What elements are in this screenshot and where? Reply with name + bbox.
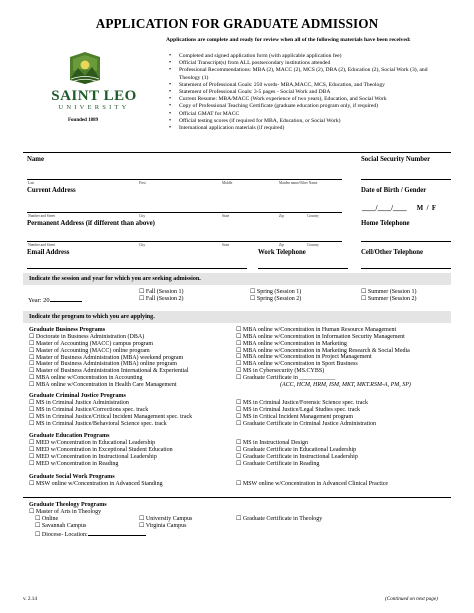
addr-sub-state: State (222, 214, 230, 218)
theology-section-title: Graduate Theology Programs (29, 502, 107, 508)
section-divider (23, 497, 451, 498)
section-divider (23, 152, 451, 153)
addr-sub-street: Number and Street (28, 243, 56, 247)
requirements-list (166, 53, 446, 132)
program-option[interactable]: ☐ MBA online w/Concentration in Information Security Management (236, 333, 405, 340)
education-section-title: Graduate Education Programs (29, 433, 110, 439)
business-left-options (29, 334, 189, 389)
business-section-title: Graduate Business Programs (29, 327, 106, 333)
home-phone-field[interactable] (361, 241, 451, 242)
education-right-options (236, 440, 358, 467)
program-option[interactable]: ☐ Master of Business Administration (MBA) online program (29, 361, 177, 368)
program-option[interactable]: ☐ MS in Criminal Justice/Legal Studies spec. track (236, 406, 361, 413)
requirement-item: • Professional Recommendations: MBA (2), MACC (2), MCS (2), DBA (2), Education (2), Social Work (3), and Theology (1) (166, 67, 446, 81)
program-option[interactable]: ☐ MS in Criminal Justice Administration (29, 400, 129, 406)
logo-subtitle: UNIVERSITY (58, 104, 130, 111)
program-option[interactable]: ☐ Graduate Certificate in Reading (236, 460, 320, 467)
work-phone-label: Work Telephone (258, 249, 306, 256)
criminal-justice-section-title: Graduate Criminal Justice Programs (29, 393, 126, 399)
addr-sub-city: City (139, 214, 146, 218)
permanent-address-field[interactable] (27, 241, 342, 242)
requirement-item: • Completed and signed application form (with applicable application fee) (166, 53, 446, 60)
fall-session-1-checkbox[interactable]: ☐ Fall (Session 1) (139, 289, 184, 295)
program-option[interactable]: ☐ MED w/Concentration in Instructional Leadership (29, 453, 157, 460)
addr-sub-street: Number and Street (28, 214, 56, 218)
addr-sub-country: Country (307, 243, 319, 247)
requirement-item: • Official GMAT for MACC (166, 111, 446, 118)
year-field[interactable] (28, 295, 82, 304)
email-label: Email Address (27, 249, 70, 256)
current-address-field[interactable] (27, 212, 342, 213)
requirement-item: • Current Resume: MBA/MACC (Work experience of two years), Education, and Social Work (166, 96, 446, 103)
ssn-field[interactable] (361, 179, 451, 180)
work-phone-field[interactable] (258, 268, 348, 269)
program-option[interactable]: ☐ MBA online w/Concentration in Accounting (29, 375, 143, 382)
program-option[interactable]: ☐ MS in Criminal Justice/Critical Incident Management spec. track (29, 413, 193, 420)
cell-phone-field[interactable] (361, 268, 451, 269)
theology-diocese-field[interactable] (35, 530, 146, 539)
session-instruction: Indicate the session and year for which you are seeking admission. (29, 276, 201, 282)
spring-session-2-checkbox[interactable]: ☐ Spring (Session 2) (250, 296, 302, 302)
addr-sub-zip: Zip (279, 214, 284, 218)
certificate-codes-note: (ACC, HCM, HRM, ISM, MKT, MKT.RSM-A, PM, SP) (280, 381, 411, 388)
cell-phone-label: Cell/Other Telephone (361, 249, 423, 256)
program-option[interactable]: ☐ Master of Business Administration International & Experiential (29, 368, 189, 375)
name-sub-last: Last (28, 181, 35, 185)
name-sub-first: First (139, 181, 146, 185)
theology-certificate-checkbox[interactable]: ☐ Graduate Certificate in Theology (236, 516, 323, 522)
program-option[interactable]: ☐ Graduate Certificate in Instructional Leadership (236, 453, 358, 460)
program-option[interactable]: ☐ MED w/Concentration in Exceptional Student Education (29, 446, 173, 453)
ssn-label: Social Security Number (361, 156, 431, 163)
program-option[interactable]: ☐ MS in Criminal Justice/Forensic Science spec. track (236, 400, 369, 406)
current-address-label: Current Address (27, 187, 76, 194)
theology-savannah-checkbox[interactable]: ☐ Savannah Campus (35, 523, 87, 529)
summer-session-2-checkbox[interactable]: ☐ Summer (Session 2) (361, 296, 417, 302)
program-option[interactable]: ☐ MED w/Concentration in Reading (29, 460, 119, 467)
requirements-intro: Applications are complete and ready for review when all of the following materials have been received: (166, 37, 411, 43)
education-left-options (29, 440, 173, 467)
program-option[interactable]: ☐ MS in Cybersecurity (MS.CYBS) (236, 368, 325, 375)
program-option[interactable]: ☐ Master of Accounting (MACC) online program (29, 347, 150, 354)
theology-university-checkbox[interactable]: ☐ University Campus (139, 516, 193, 522)
business-right-options (236, 327, 411, 389)
fall-session-2-checkbox[interactable]: ☐ Fall (Session 2) (139, 296, 184, 302)
dob-gender-field[interactable]: ____/____/____ M / F (362, 205, 437, 212)
program-option[interactable]: ☐ MBA online w/Concentration in Human Resource Management (236, 327, 397, 333)
program-option[interactable]: ☐ MBA online w/Concentration in Project Management (236, 354, 372, 361)
logo-wordmark: SAINT LEO (51, 88, 137, 104)
name-sub-maiden: Maiden name/Other Name (279, 181, 318, 185)
program-option[interactable]: ☐ Doctorate in Business Administration (DBA) (29, 334, 145, 340)
program-option[interactable]: ☐ MSW online w/Concentration in Advanced Clinical Practice (236, 481, 389, 487)
requirement-item: • Official testing scores (if required for MBA, Education, or Social Work) (166, 118, 446, 125)
theology-master-checkbox[interactable]: ☐ Master of Arts in Theology (29, 509, 102, 515)
program-option[interactable]: ☐ Master of Accounting (MACC) campus program (29, 340, 154, 347)
program-option[interactable]: ☐ MBA online w/Concentration in Sport Business (236, 361, 358, 368)
program-option[interactable]: ☐ MED w/Concentration in Educational Leadership (29, 440, 156, 446)
requirement-item: • Copy of Professional Teaching Certificate (graduate education program only, if required) (166, 103, 446, 110)
continued-note: (Continued on next page) (385, 596, 438, 602)
addr-sub-zip: Zip (279, 243, 284, 247)
social-work-section-title: Graduate Social Work Programs (29, 474, 115, 480)
addr-sub-country: Country (307, 214, 319, 218)
requirement-item: • International application materials (if required) (166, 125, 446, 132)
summer-session-1-checkbox[interactable]: ☐ Summer (Session 1) (361, 289, 417, 295)
requirement-item: • Statement of Professional Goals: 3-5 pages - Social Work and DBA (166, 89, 446, 96)
program-option[interactable]: ☐ MS in Criminal Justice/Behavioral Science spec. track (29, 420, 167, 427)
program-option[interactable]: ☐ Graduate Certificate in Criminal Justice Administration (236, 420, 377, 427)
addr-sub-city: City (139, 243, 146, 247)
program-option[interactable]: ☐ MS in Instructional Design (236, 440, 309, 446)
dob-gender-label: Date of Birth / Gender (361, 187, 427, 194)
page-title: APPLICATION FOR GRADUATE ADMISSION (95, 16, 379, 31)
program-option[interactable]: ☐ MBA online w/Concentration in Marketing Research & Social Media (236, 347, 410, 354)
name-label: Name (27, 156, 44, 163)
email-field[interactable] (27, 268, 247, 269)
requirement-item: • Statement of Professional Goals: 250 words- MBA,MACC, MCS, Education, and Theology (166, 82, 446, 89)
program-option[interactable]: ☐ MBA online w/Concentration in Health Care Management (29, 381, 177, 388)
program-option[interactable]: ☐ Graduate Certificate in ____________ (236, 374, 336, 381)
founded-year: Founded 1889 (68, 118, 99, 123)
name-sub-middle: Middle (222, 181, 233, 185)
program-instruction: Indicate the program to which you are applying. (29, 314, 155, 320)
permanent-address-label: Permanent Address (if different than above) (27, 220, 155, 227)
addr-sub-state: State (222, 243, 230, 247)
name-field[interactable] (27, 179, 342, 180)
program-option[interactable]: ☐ MS in Criminal Justice/Corrections spec. track (29, 406, 149, 413)
year-label: Year: 20 (28, 297, 50, 304)
theology-online-checkbox[interactable]: ☐ Online (35, 516, 59, 522)
criminal-right-options (236, 400, 376, 427)
program-option[interactable]: ☐ Graduate Certificate in Educational Leadership (236, 446, 357, 453)
program-option[interactable]: ☐ MS in Critical Incident Management program (236, 413, 354, 420)
theology-virginia-checkbox[interactable]: ☐ Virginia Campus (139, 523, 187, 529)
home-phone-label: Home Telephone (361, 220, 410, 227)
criminal-left-options (29, 400, 192, 427)
program-option[interactable]: ☐ MSW online w/Concentration in Advanced Standing (29, 481, 163, 487)
program-option[interactable]: ☐ MBA online w/Concentration in Marketing (236, 340, 347, 347)
requirement-item: • Official Transcript(s) from ALL postsecondary institutions attended (166, 60, 446, 67)
program-option[interactable]: ☐ Master of Business Administration (MBA) weekend program (29, 354, 184, 361)
spring-session-1-checkbox[interactable]: ☐ Spring (Session 1) (250, 289, 302, 295)
version-label: v. 2.14 (23, 596, 37, 602)
theology-diocese-checkbox[interactable]: ☐ Diocese- Location: (35, 532, 88, 538)
